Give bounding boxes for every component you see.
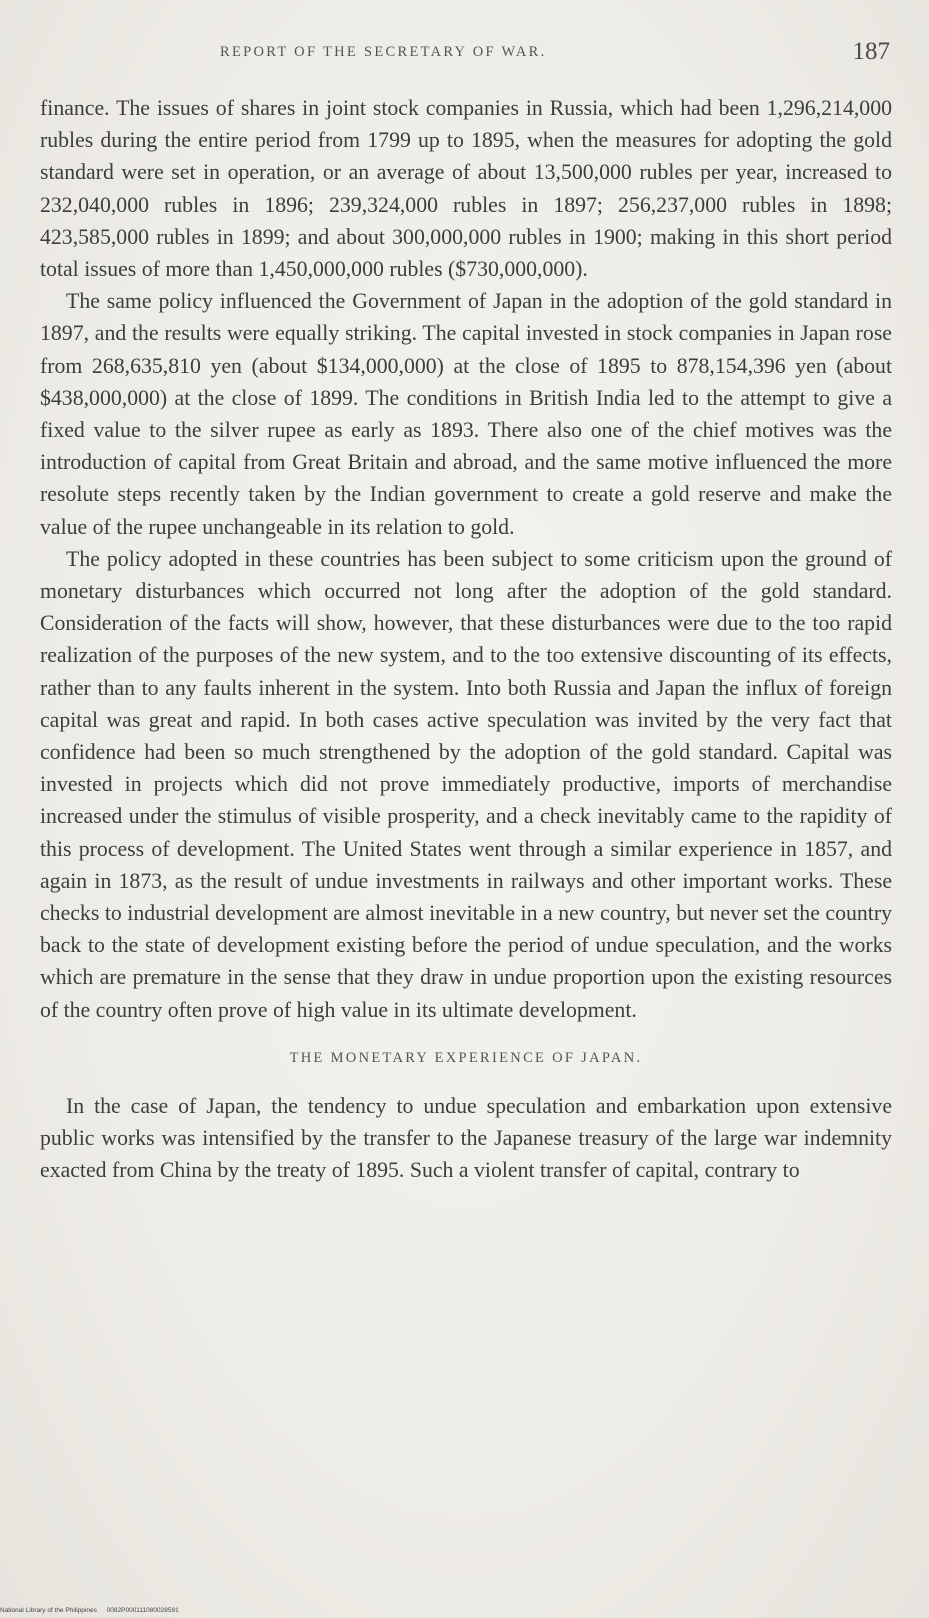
body-text (40, 92, 892, 1187)
paragraph-japan-gold-standard: The same policy influenced the Government of Japan in the adoption of the gold standard in 1897, and the results were equally striking. The capital invested in stock companies in Japan rose from 268,635,810 yen (about $134,000,000) at the close of 1895 to 878,154,396 yen (about $438,000,000) at the close of 1899. The conditions in British India led to the attempt to give a fixed value to the silver rupee as early as 1893. There also one of the chief motives was the introduction of capital from Great Britain and abroad, and the same motive influenced the more resolute steps recently taken by the Indian government to create a gold reserve and make the value of the rupee unchangeable in its relation to gold. (40, 289, 892, 539)
scan-footer (0, 1607, 187, 1614)
footer-library: National Library of the Philippines (0, 1607, 97, 1614)
section-heading: THE MONETARY EXPERIENCE OF JAPAN. (289, 1049, 643, 1066)
paragraph-policy-criticism: The policy adopted in these countries has been subject to some criticism upon the ground of monetary disturbances which occurred not long after the adoption of the gold standard. Consideration of the facts will show, however, that these disturbances were due to the too rapid realization of the purposes of the new system, and to the too extensive discounting of its effects, rather than to any faults inherent in the system. Into both Russia and Japan the influx of foreign capital was great and rapid. In both cases active speculation was invited by the very fact that confidence had been so much strengthened by the adoption of the gold standard. Capital was invested in projects which did not prove immediately productive, imports of merchandise increased under the stimulus of visible prosperity, and a check inevitably came to the rapidity of this process of development. The United States went through a similar experience in 1857, and again in 1873, as the result of undue investments in railways and other important works. These checks to industrial development are almost inevitable in a new country, but never set the country back to the state of development existing before the period of undue speculation, and the works which are premature in the sense that they draw in undue proportion upon the existing resources of the country often prove of high value in its ultimate development. (40, 546, 892, 1022)
footer-barcode: 0082P000111080028591 (106, 1607, 179, 1614)
page-header (40, 38, 890, 78)
paragraph-russia-shares: finance. The issues of shares in joint stock companies in Russia, which had been 1,296,214,000 rubles during the entire period from 1799 up to 1895, when the measures for adopting the gold standard were set in operation, or an average of about 13,500,000 rubles per year, increased to 232,040,000 rubles in 1896; 239,324,000 rubles in 1897; 256,237,000 rubles in 1898; 423,585,000 rubles in 1899; and about 300,000,000 rubles in 1900; making in this short period total issues of more than 1,450,000,000 rubles ($730,000,000). (40, 96, 892, 282)
running-head: REPORT OF THE SECRETARY OF WAR. (220, 44, 547, 60)
paragraph-japan-monetary: In the case of Japan, the tendency to undue speculation and embarkation upon extensive public works was intensified by the transfer to the Japanese treasury of the large war indemnity exacted from China by the treaty of 1895. Such a violent transfer of capital, contrary to (40, 1093, 892, 1183)
page-number: 187 (852, 38, 890, 65)
